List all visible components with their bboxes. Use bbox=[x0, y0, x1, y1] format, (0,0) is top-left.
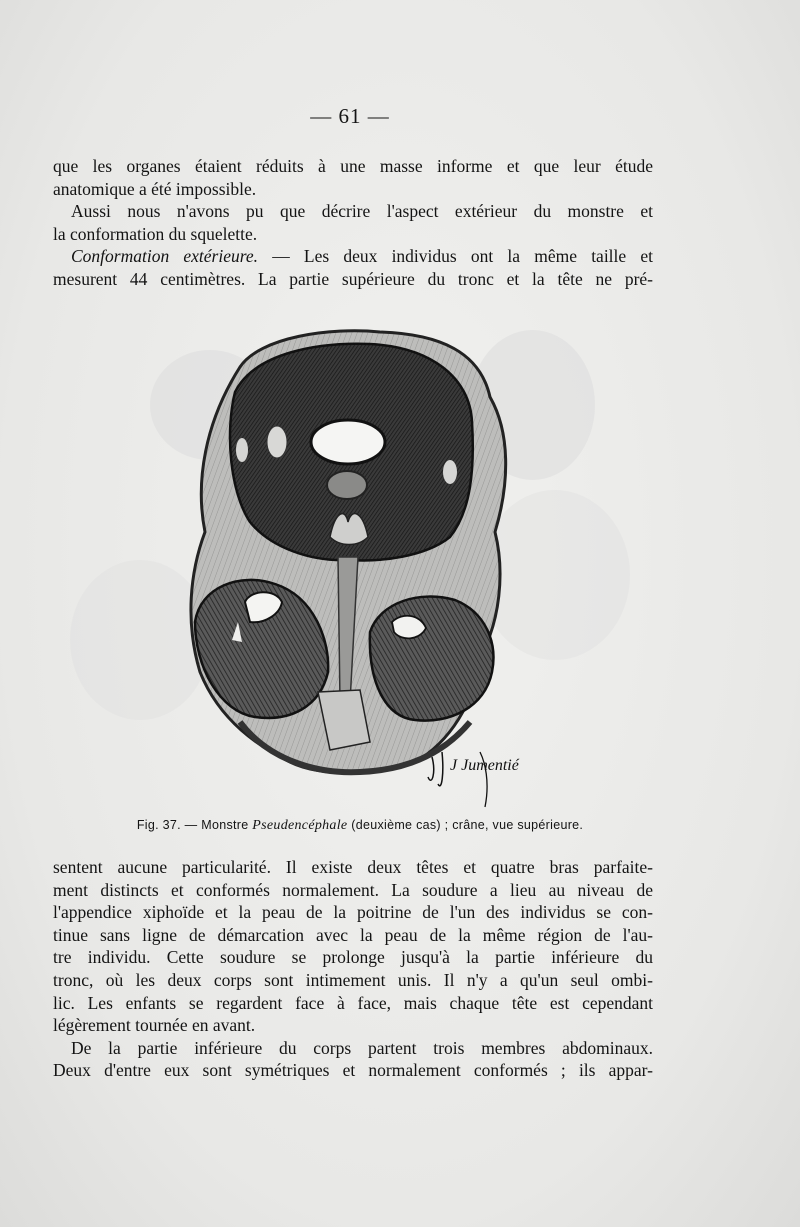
text-line: Aussi nous n'avons pu que décrire l'aspect extérieur du monstre et bbox=[71, 201, 653, 222]
figure-caption bbox=[100, 818, 620, 834]
section-heading: Conformation extérieure. bbox=[71, 246, 259, 267]
text-line: lic. Les enfants se regardent face à face, mais chaque tête est cependant bbox=[53, 992, 653, 1013]
text-line: sentent aucune particularité. Il existe deux têtes et quatre bras parfaite- bbox=[53, 857, 653, 877]
skull-illustration bbox=[180, 322, 530, 812]
skull-figure bbox=[180, 322, 530, 812]
caption-italic: Pseudencéphale bbox=[252, 818, 348, 833]
text-line: anatomique a été impossible. bbox=[53, 178, 257, 199]
text-line: tre individu. Cette soudure se prolonge jusqu'à la partie inférieure du bbox=[53, 947, 653, 968]
signature-text: J Jumentié bbox=[450, 757, 519, 774]
text-line: Conformation extérieure. — Les deux individus ont la même taille et bbox=[71, 246, 653, 267]
caption-suffix: (deuxième cas) ; crâne, vue supérieure. bbox=[351, 818, 584, 832]
text-line: la conformation du squelette. bbox=[53, 223, 258, 244]
bottom-text-block bbox=[53, 856, 653, 1082]
caption-prefix: Fig. 37. — Monstre bbox=[136, 818, 249, 832]
text-line: De la partie inférieure du corps partent trois membres abdominaux. bbox=[71, 1037, 653, 1058]
text-line: tinue sans ligne de démarcation avec la peau de la même région de l'au- bbox=[53, 924, 653, 945]
text-line: mesurent 44 centimètres. La partie supérieure du tronc et la tête ne pré- bbox=[53, 268, 653, 289]
top-text-block bbox=[53, 155, 653, 291]
artist-signature bbox=[428, 752, 520, 807]
text-line: que les organes étaient réduits à une masse informe et que leur étude bbox=[53, 156, 653, 176]
text-line: légèrement tournée en avant. bbox=[53, 1015, 256, 1036]
page-number: — 61 — bbox=[310, 104, 390, 128]
text-line: Deux d'entre eux sont symétriques et normalement conformés ; ils appar- bbox=[53, 1060, 653, 1081]
text-line: tronc, où les deux corps sont intimement unis. Il n'y a qu'un seul ombi- bbox=[53, 969, 653, 990]
text-line: ment distincts et conformés normalement. La soudure a lieu au niveau de bbox=[53, 879, 653, 900]
text-line: l'appendice xiphoïde et la peau de la poitrine de l'un des individus se con- bbox=[53, 902, 653, 923]
